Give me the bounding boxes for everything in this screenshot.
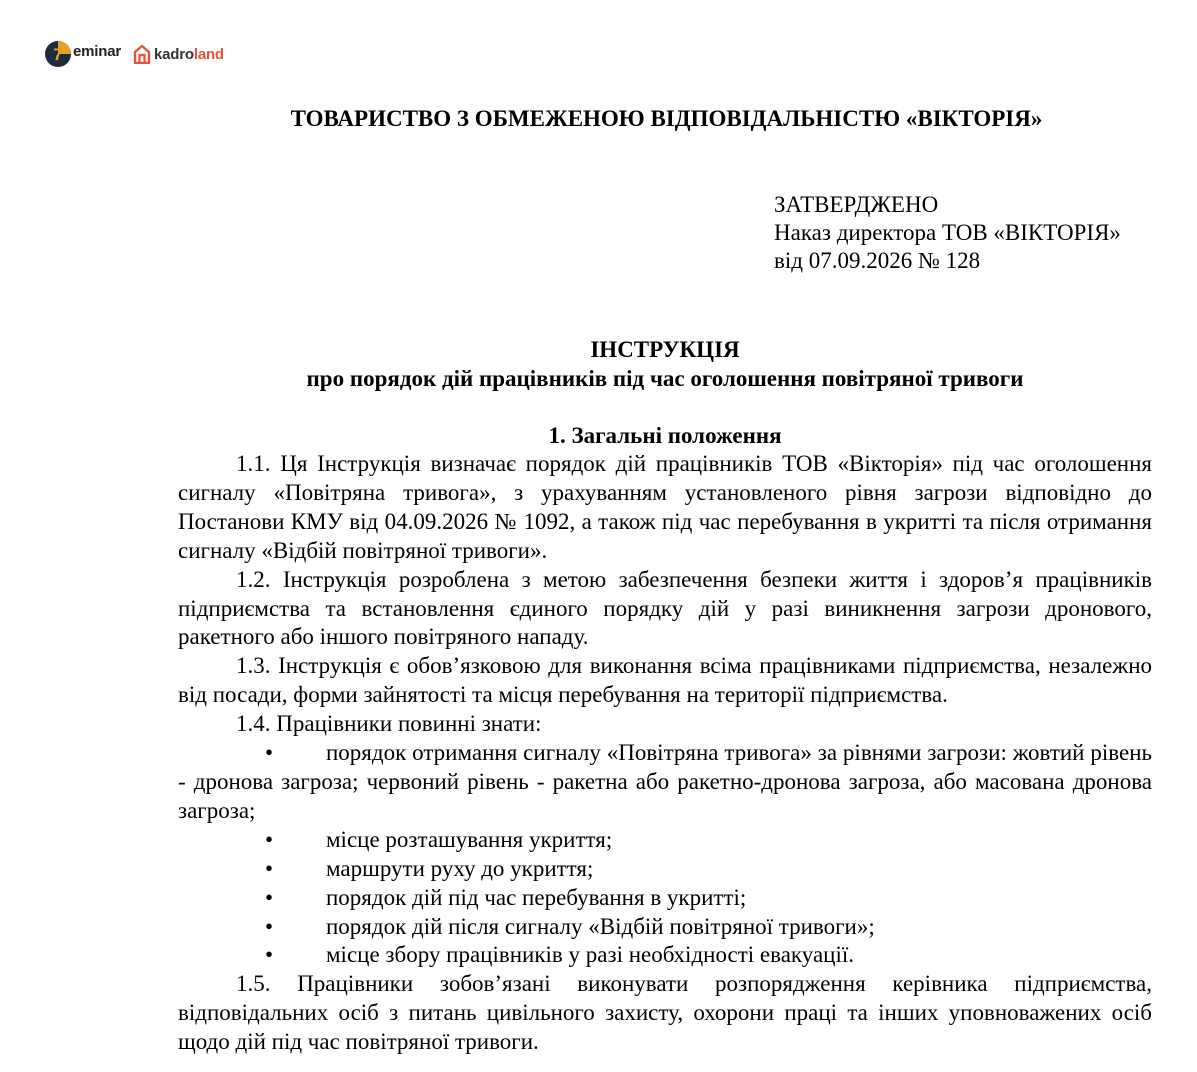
approval-date-line: від 07.09.2026 № 128 bbox=[774, 248, 981, 273]
paragraph-1-1: 1.1. Ця Інструкція визначає порядок дій працівників ТОВ «Вікторія» під час оголошення сигналу «Повітряна тривога», з урахуванням установленого рівня загрози відповідно до Постанови КМУ від 04.09.2026 № 1092, а також під час перебування в укритті та після отримання сигналу «Відбій повітряної тривоги». bbox=[178, 451, 1152, 563]
section-heading: 1. Загальні положення bbox=[548, 423, 782, 448]
seminar-logo-icon bbox=[44, 40, 72, 68]
bullet-icon: • bbox=[265, 913, 274, 939]
seminar-logo bbox=[44, 40, 121, 68]
list-item-text: порядок дій під час перебування в укритті; bbox=[326, 884, 747, 910]
paragraph-1-5: 1.5. Працівники зобов’язані виконувати розпорядження керівника підприємства, відповідальних осіб з питань цивільного захисту, охорони праці та інших уповноважених осіб щодо дій під час повітряної тривоги. bbox=[178, 971, 1152, 1055]
paragraph-1-4: 1.4. Працівники повинні знати: bbox=[236, 711, 542, 737]
list-item bbox=[178, 739, 1152, 826]
bullet-icon: • bbox=[265, 826, 274, 852]
list-item bbox=[178, 855, 1152, 884]
approval-order-line: Наказ директора ТОВ «ВІКТОРІЯ» bbox=[774, 220, 1121, 245]
list-item bbox=[178, 884, 1152, 913]
list-item bbox=[178, 941, 1152, 970]
kadroland-logo bbox=[133, 44, 224, 64]
paragraph-1-3: 1.3. Інструкція є обов’язковою для виконання всіма працівниками підприємства, незалежно від посади, форми зайнятості та місця перебування на території підприємства. bbox=[178, 653, 1152, 708]
list-item-text: місце збору працівників у разі необхідності евакуації. bbox=[326, 942, 854, 968]
list-item bbox=[178, 913, 1152, 942]
list-item-text: маршрути руху до укриття; bbox=[326, 855, 594, 881]
bullet-icon: • bbox=[265, 884, 274, 910]
seminar-logo-numeral: 7 bbox=[53, 45, 63, 64]
kadroland-logo-text: kadroland bbox=[154, 45, 224, 63]
kadroland-house-icon bbox=[133, 44, 151, 64]
list-item-text: порядок дій після сигналу «Відбій повітряної тривоги»; bbox=[326, 913, 875, 939]
paragraph-1-2: 1.2. Інструкція розроблена з метою забезпечення безпеки життя і здоров’я працівників підприємства та встановлення єдиного порядку дій у разі виникнення загрози дронового, ракетного або іншого повітряного нападу. bbox=[178, 566, 1152, 650]
seminar-logo-text: eminar bbox=[73, 42, 121, 60]
list-item-text: порядок отримання сигналу «Повітряна тривога» за рівнями загрози: жовтий рівень - дронова загроза; червоний рівень - ракетна або ракетно-дронова загроза, або масована дронова загроза; bbox=[178, 740, 1152, 823]
document-title: ІНСТРУКЦІЯ bbox=[590, 337, 740, 362]
bullet-icon: • bbox=[265, 740, 274, 766]
document-subtitle: про порядок дій працівників під час оголошення повітряної тривоги bbox=[306, 366, 1024, 391]
approval-stamp-label: ЗАТВЕРДЖЕНО bbox=[774, 192, 939, 217]
section-body bbox=[178, 450, 1152, 1057]
document-title-block bbox=[178, 335, 1152, 393]
list-item bbox=[178, 826, 1152, 855]
bullet-icon: • bbox=[265, 942, 274, 968]
header-logos bbox=[44, 40, 224, 68]
organization-title: ТОВАРИСТВО З ОБМЕЖЕНОЮ ВІДПОВІДАЛЬНІСТЮ «ВІКТОРІЯ» bbox=[290, 106, 1043, 131]
list-item-text: місце розташування укриття; bbox=[326, 826, 613, 852]
bullet-icon: • bbox=[265, 855, 274, 881]
approval-block bbox=[774, 191, 1121, 275]
